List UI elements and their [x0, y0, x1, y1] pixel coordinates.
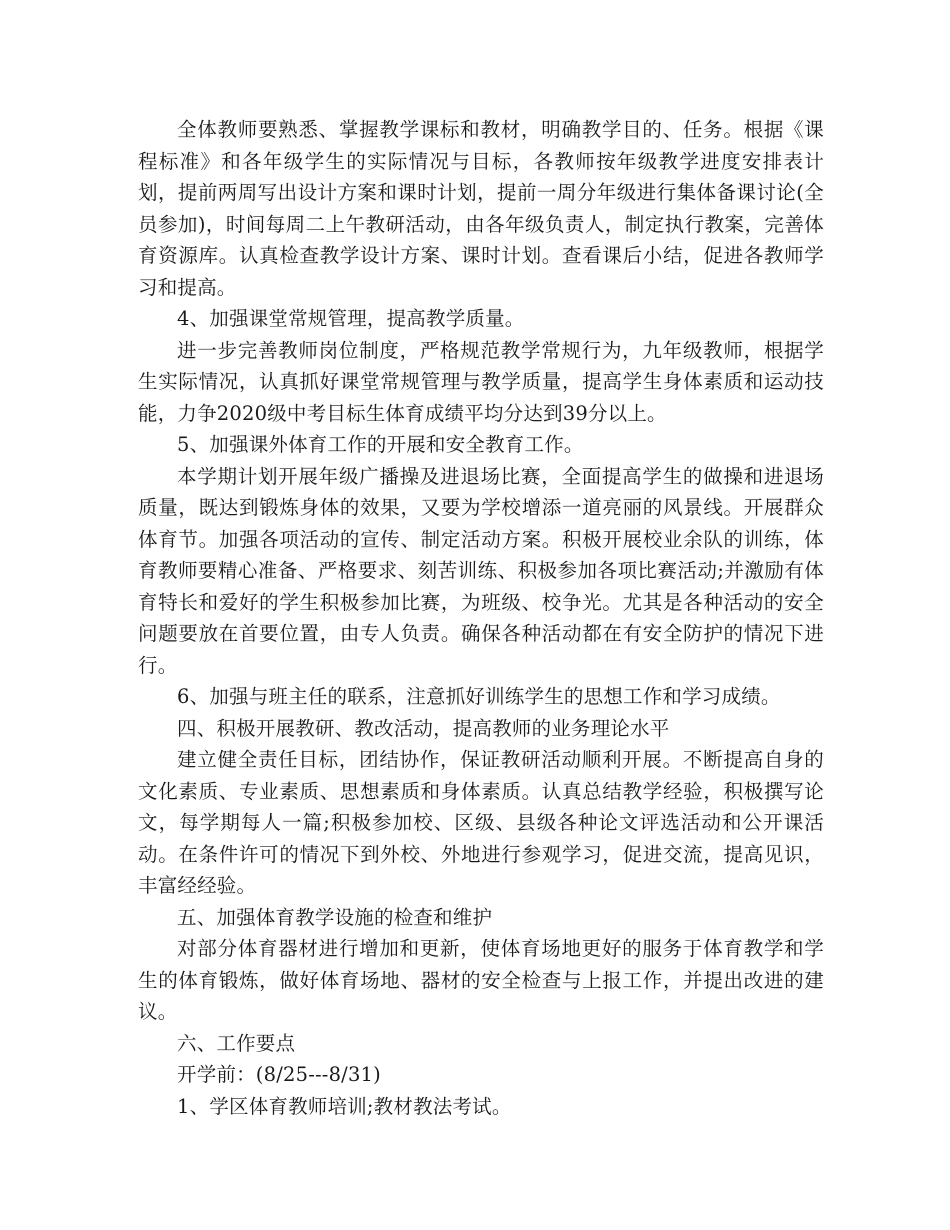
paragraph-facilities: 对部分体育器材进行增加和更新，使体育场地更好的服务于体育教学和学生的体育锻炼，做好体育场地、器材的安全检查与上报工作，并提出改进的建议。: [138, 937, 824, 1023]
paragraph-extracurricular-safety: 本学期计划开展年级广播操及进退场比赛，全面提高学生的做操和进退场质量，既达到锻炼身体的效果，又要为学校增添一道亮丽的风景线。开展群众体育节。加强各项活动的宣传、制定活动方案。积极开展校业余队的训练，体育教师要精心准备、严格要求、刻苦训练、积极参加各项比赛活动;并激励有体育特长和爱好的学生积极参加比赛，为班级、校争光。尤其是各种活动的安全问题要放在首要位置，由专人负责。确保各种活动都在有安全防护的情况下进行。: [138, 464, 824, 677]
schedule-item-training: 1、学区体育教师培训;教材教法考试。: [177, 1094, 512, 1118]
document-body: [138, 114, 824, 1122]
schedule-before-term: 开学前：(8/25---8/31): [177, 1063, 381, 1086]
heading-extracurricular-safety: 5、加强课外体育工作的开展和安全教育工作。: [177, 433, 584, 456]
paragraph-research: 建立健全责任目标，团结协作，保证教研活动顺利开展。不断提高自身的文化素质、专业素质、思想素质和身体素质。认真总结教学经验，积极撰写论文，每学期每人一篇;积极参加校、区级、县级各种论文评选活动和公开课活动。在条件许可的情况下到外校、外地进行参观学习，促进交流，提高见识，丰富经经验。: [138, 748, 824, 897]
heading-class-teacher-contact: 6、加强与班主任的联系，注意抓好训练学生的思想工作和学习成绩。: [177, 685, 781, 708]
section-heading-work-points: 六、工作要点: [177, 1031, 296, 1055]
heading-classroom-management: 4、加强课堂常规管理，提高教学质量。: [177, 307, 525, 330]
section-heading-facilities: 五、加强体育教学设施的检查和维护: [177, 905, 493, 929]
section-heading-research: 四、积极开展教研、教改活动，提高教师的业务理论水平: [177, 716, 670, 740]
paragraph-lesson-preparation: 全体教师要熟悉、掌握教学课标和教材，明确教学目的、任务。根据《课程标准》和各年级学生的实际情况与目标，各教师按年级教学进度安排表计划，提前两周写出设计方案和课时计划，提前一周分年级进行集体备课讨论(全员参加)，时间每周二上午教研活动，由各年级负责人，制定执行教案，完善体育资源库。认真检查教学设计方案、课时计划。查看课后小结，促进各教师学习和提高。: [138, 118, 824, 299]
paragraph-classroom-management: 进一步完善教师岗位制度，严格规范教学常规行为，九年级教师，根据学生实际情况，认真抓好课堂常规管理与教学质量，提高学生身体素质和运动技能，力争2020级中考目标生体育成绩平均分达到39分以上。: [138, 338, 824, 425]
